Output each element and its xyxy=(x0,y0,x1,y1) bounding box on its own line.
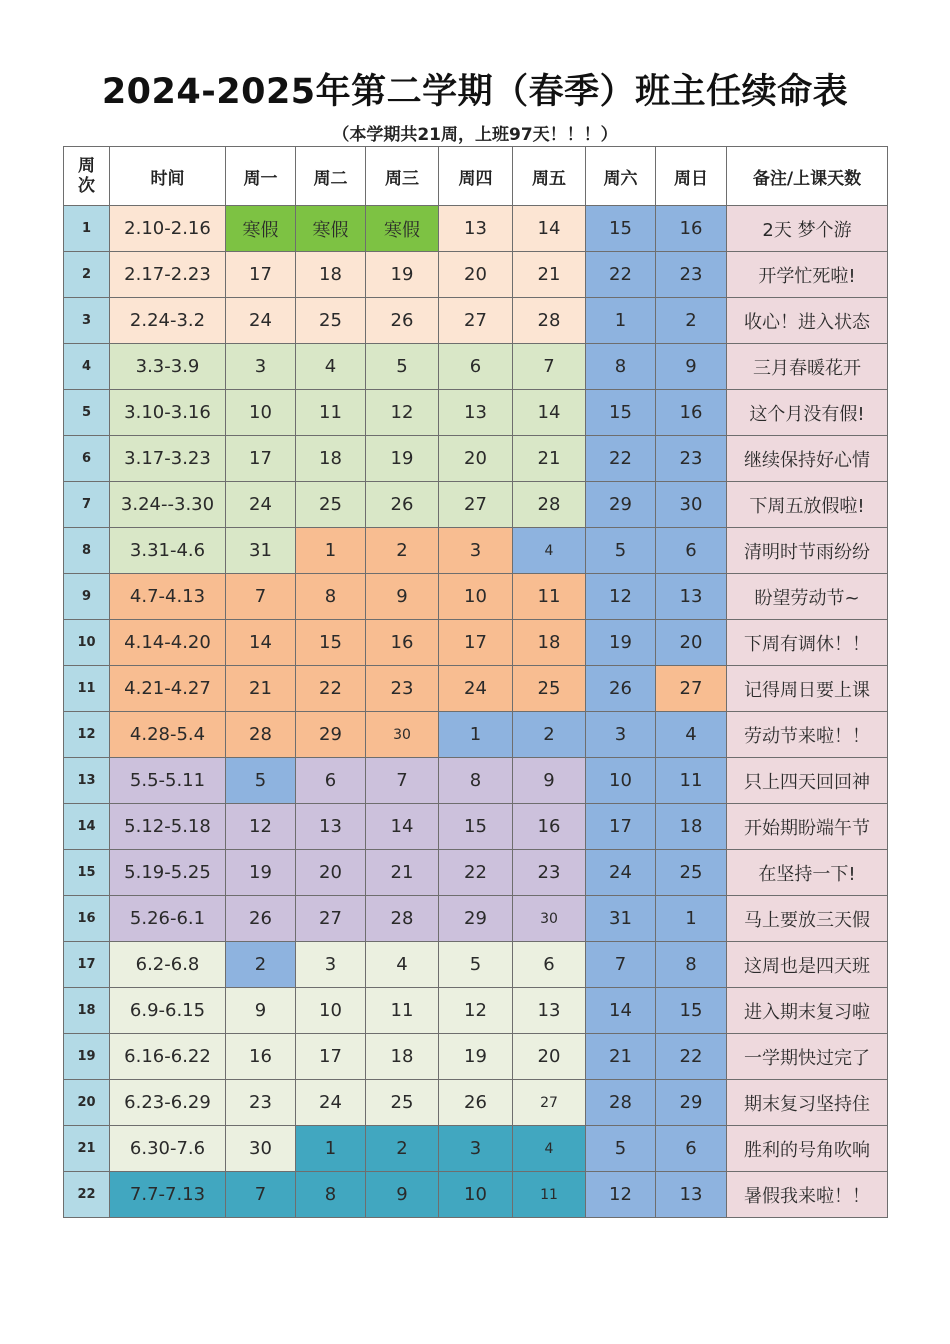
note-cell: 胜利的号角吹响 xyxy=(727,1126,888,1172)
day-cell-mon: 28 xyxy=(226,712,296,758)
day-cell-tue: 20 xyxy=(296,850,366,896)
day-cell-thu: 20 xyxy=(439,436,513,482)
date-range-cell: 6.9-6.15 xyxy=(110,988,226,1034)
week-number-cell: 12 xyxy=(64,712,110,758)
day-cell-sat: 8 xyxy=(586,344,656,390)
table-row xyxy=(64,206,888,252)
week-number-cell: 1 xyxy=(64,206,110,252)
day-cell-fri: 25 xyxy=(513,666,586,712)
day-cell-sun: 23 xyxy=(656,252,727,298)
day-cell-fri: 20 xyxy=(513,1034,586,1080)
week-number-cell: 13 xyxy=(64,758,110,804)
date-range-cell: 5.26-6.1 xyxy=(110,896,226,942)
week-number-cell: 17 xyxy=(64,942,110,988)
day-cell-mon: 2 xyxy=(226,942,296,988)
date-range-cell: 6.30-7.6 xyxy=(110,1126,226,1172)
header-week xyxy=(64,147,110,206)
day-cell-tue: 1 xyxy=(296,528,366,574)
note-cell: 开学忙死啦! xyxy=(727,252,888,298)
day-cell-thu: 10 xyxy=(439,1172,513,1218)
day-cell-wed: 16 xyxy=(366,620,439,666)
day-cell-fri: 4 xyxy=(513,528,586,574)
day-cell-tue: 4 xyxy=(296,344,366,390)
day-cell-tue: 27 xyxy=(296,896,366,942)
day-cell-tue: 8 xyxy=(296,574,366,620)
table-row xyxy=(64,528,888,574)
day-cell-sat: 5 xyxy=(586,1126,656,1172)
day-cell-sat: 21 xyxy=(586,1034,656,1080)
table-row xyxy=(64,1126,888,1172)
day-cell-mon: 31 xyxy=(226,528,296,574)
day-cell-thu: 17 xyxy=(439,620,513,666)
date-range-cell: 7.7-7.13 xyxy=(110,1172,226,1218)
schedule-table xyxy=(63,146,888,1218)
day-cell-fri: 21 xyxy=(513,436,586,482)
day-cell-fri: 14 xyxy=(513,390,586,436)
header-row xyxy=(64,147,888,206)
header-sat: 周六 xyxy=(586,147,656,206)
day-cell-sun: 8 xyxy=(656,942,727,988)
day-cell-sun: 13 xyxy=(656,574,727,620)
date-range-cell: 3.17-3.23 xyxy=(110,436,226,482)
header-notes: 备注/上课天数 xyxy=(727,147,888,206)
week-number-cell: 6 xyxy=(64,436,110,482)
note-cell: 三月春暖花开 xyxy=(727,344,888,390)
week-number-cell: 22 xyxy=(64,1172,110,1218)
table-row xyxy=(64,1080,888,1126)
day-cell-wed: 寒假 xyxy=(366,206,439,252)
table-row xyxy=(64,942,888,988)
table-row xyxy=(64,620,888,666)
date-range-cell: 4.28-5.4 xyxy=(110,712,226,758)
week-number-cell: 7 xyxy=(64,482,110,528)
note-cell: 只上四天回回神 xyxy=(727,758,888,804)
week-number-cell: 16 xyxy=(64,896,110,942)
table-row xyxy=(64,988,888,1034)
day-cell-fri: 30 xyxy=(513,896,586,942)
date-range-cell: 2.10-2.16 xyxy=(110,206,226,252)
table-row xyxy=(64,804,888,850)
day-cell-mon: 寒假 xyxy=(226,206,296,252)
day-cell-wed: 19 xyxy=(366,436,439,482)
table-row xyxy=(64,666,888,712)
day-cell-fri: 13 xyxy=(513,988,586,1034)
date-range-cell: 6.2-6.8 xyxy=(110,942,226,988)
day-cell-tue: 24 xyxy=(296,1080,366,1126)
day-cell-wed: 14 xyxy=(366,804,439,850)
day-cell-fri: 16 xyxy=(513,804,586,850)
day-cell-sun: 4 xyxy=(656,712,727,758)
day-cell-wed: 5 xyxy=(366,344,439,390)
note-cell: 这周也是四天班 xyxy=(727,942,888,988)
day-cell-sun: 23 xyxy=(656,436,727,482)
day-cell-wed: 19 xyxy=(366,252,439,298)
date-range-cell: 3.3-3.9 xyxy=(110,344,226,390)
day-cell-tue: 22 xyxy=(296,666,366,712)
table-row xyxy=(64,712,888,758)
day-cell-mon: 9 xyxy=(226,988,296,1034)
day-cell-fri: 4 xyxy=(513,1126,586,1172)
header-fri: 周五 xyxy=(513,147,586,206)
day-cell-thu: 26 xyxy=(439,1080,513,1126)
note-cell: 继续保持好心情 xyxy=(727,436,888,482)
week-number-cell: 10 xyxy=(64,620,110,666)
page-title: 2024-2025年第二学期（春季）班主任续命表 xyxy=(101,72,849,112)
day-cell-tue: 8 xyxy=(296,1172,366,1218)
note-cell: 进入期末复习啦 xyxy=(727,988,888,1034)
day-cell-mon: 17 xyxy=(226,436,296,482)
week-number-cell: 20 xyxy=(64,1080,110,1126)
day-cell-sun: 16 xyxy=(656,206,727,252)
day-cell-thu: 3 xyxy=(439,528,513,574)
day-cell-thu: 19 xyxy=(439,1034,513,1080)
day-cell-sat: 26 xyxy=(586,666,656,712)
table-row xyxy=(64,390,888,436)
day-cell-sun: 18 xyxy=(656,804,727,850)
week-number-cell: 2 xyxy=(64,252,110,298)
table-row xyxy=(64,758,888,804)
day-cell-tue: 17 xyxy=(296,1034,366,1080)
day-cell-thu: 12 xyxy=(439,988,513,1034)
day-cell-thu: 15 xyxy=(439,804,513,850)
day-cell-mon: 21 xyxy=(226,666,296,712)
note-cell: 清明时节雨纷纷 xyxy=(727,528,888,574)
day-cell-wed: 9 xyxy=(366,1172,439,1218)
date-range-cell: 2.24-3.2 xyxy=(110,298,226,344)
table-row xyxy=(64,850,888,896)
day-cell-fri: 18 xyxy=(513,620,586,666)
week-number-cell: 4 xyxy=(64,344,110,390)
date-range-cell: 3.10-3.16 xyxy=(110,390,226,436)
date-range-cell: 2.17-2.23 xyxy=(110,252,226,298)
day-cell-mon: 12 xyxy=(226,804,296,850)
note-cell: 劳动节来啦！！ xyxy=(727,712,888,758)
day-cell-sun: 27 xyxy=(656,666,727,712)
day-cell-sun: 6 xyxy=(656,528,727,574)
schedule-body xyxy=(64,206,888,1218)
date-range-cell: 5.12-5.18 xyxy=(110,804,226,850)
day-cell-tue: 6 xyxy=(296,758,366,804)
day-cell-wed: 25 xyxy=(366,1080,439,1126)
table-row xyxy=(64,436,888,482)
day-cell-sun: 25 xyxy=(656,850,727,896)
day-cell-tue: 3 xyxy=(296,942,366,988)
week-number-cell: 5 xyxy=(64,390,110,436)
day-cell-sat: 19 xyxy=(586,620,656,666)
table-row xyxy=(64,1172,888,1218)
day-cell-fri: 27 xyxy=(513,1080,586,1126)
day-cell-wed: 21 xyxy=(366,850,439,896)
day-cell-mon: 14 xyxy=(226,620,296,666)
day-cell-wed: 2 xyxy=(366,1126,439,1172)
day-cell-sun: 20 xyxy=(656,620,727,666)
week-number-cell: 3 xyxy=(64,298,110,344)
day-cell-wed: 7 xyxy=(366,758,439,804)
day-cell-wed: 30 xyxy=(366,712,439,758)
header-sun: 周日 xyxy=(656,147,727,206)
week-number-cell: 8 xyxy=(64,528,110,574)
day-cell-tue: 29 xyxy=(296,712,366,758)
day-cell-fri: 7 xyxy=(513,344,586,390)
day-cell-mon: 24 xyxy=(226,298,296,344)
day-cell-sat: 14 xyxy=(586,988,656,1034)
day-cell-sun: 1 xyxy=(656,896,727,942)
header-week-line1: 周 xyxy=(78,156,95,176)
day-cell-sat: 15 xyxy=(586,206,656,252)
note-cell: 下周五放假啦! xyxy=(727,482,888,528)
day-cell-mon: 19 xyxy=(226,850,296,896)
day-cell-fri: 11 xyxy=(513,574,586,620)
day-cell-sun: 2 xyxy=(656,298,727,344)
day-cell-tue: 25 xyxy=(296,298,366,344)
day-cell-wed: 11 xyxy=(366,988,439,1034)
day-cell-sun: 29 xyxy=(656,1080,727,1126)
day-cell-mon: 16 xyxy=(226,1034,296,1080)
day-cell-sun: 13 xyxy=(656,1172,727,1218)
day-cell-thu: 22 xyxy=(439,850,513,896)
day-cell-sat: 15 xyxy=(586,390,656,436)
header-week-line2: 次 xyxy=(78,176,95,196)
day-cell-thu: 10 xyxy=(439,574,513,620)
day-cell-thu: 5 xyxy=(439,942,513,988)
note-cell: 盼望劳动节~ xyxy=(727,574,888,620)
day-cell-mon: 3 xyxy=(226,344,296,390)
day-cell-mon: 24 xyxy=(226,482,296,528)
week-number-cell: 19 xyxy=(64,1034,110,1080)
day-cell-thu: 27 xyxy=(439,298,513,344)
note-cell: 马上要放三天假 xyxy=(727,896,888,942)
day-cell-mon: 23 xyxy=(226,1080,296,1126)
day-cell-tue: 25 xyxy=(296,482,366,528)
date-range-cell: 4.14-4.20 xyxy=(110,620,226,666)
header-tue: 周二 xyxy=(296,147,366,206)
day-cell-tue: 1 xyxy=(296,1126,366,1172)
day-cell-thu: 27 xyxy=(439,482,513,528)
day-cell-tue: 18 xyxy=(296,252,366,298)
day-cell-thu: 6 xyxy=(439,344,513,390)
note-cell: 下周有调休！！ xyxy=(727,620,888,666)
day-cell-sat: 1 xyxy=(586,298,656,344)
day-cell-sun: 30 xyxy=(656,482,727,528)
day-cell-sat: 7 xyxy=(586,942,656,988)
day-cell-thu: 20 xyxy=(439,252,513,298)
note-cell: 期末复习坚持住 xyxy=(727,1080,888,1126)
day-cell-thu: 13 xyxy=(439,390,513,436)
day-cell-fri: 28 xyxy=(513,298,586,344)
date-range-cell: 3.31-4.6 xyxy=(110,528,226,574)
note-cell: 开始期盼端午节 xyxy=(727,804,888,850)
day-cell-wed: 18 xyxy=(366,1034,439,1080)
day-cell-sun: 22 xyxy=(656,1034,727,1080)
day-cell-thu: 24 xyxy=(439,666,513,712)
day-cell-wed: 12 xyxy=(366,390,439,436)
day-cell-sun: 9 xyxy=(656,344,727,390)
week-number-cell: 15 xyxy=(64,850,110,896)
day-cell-sat: 12 xyxy=(586,1172,656,1218)
week-number-cell: 18 xyxy=(64,988,110,1034)
day-cell-mon: 17 xyxy=(226,252,296,298)
day-cell-tue: 18 xyxy=(296,436,366,482)
header-thu: 周四 xyxy=(439,147,513,206)
date-range-cell: 3.24--3.30 xyxy=(110,482,226,528)
day-cell-wed: 23 xyxy=(366,666,439,712)
day-cell-sun: 15 xyxy=(656,988,727,1034)
table-row xyxy=(64,482,888,528)
day-cell-fri: 28 xyxy=(513,482,586,528)
day-cell-wed: 2 xyxy=(366,528,439,574)
note-cell: 暑假我来啦！！ xyxy=(727,1172,888,1218)
day-cell-fri: 2 xyxy=(513,712,586,758)
note-cell: 收心！进入状态 xyxy=(727,298,888,344)
day-cell-sat: 17 xyxy=(586,804,656,850)
table-row xyxy=(64,252,888,298)
day-cell-mon: 10 xyxy=(226,390,296,436)
day-cell-fri: 11 xyxy=(513,1172,586,1218)
day-cell-thu: 13 xyxy=(439,206,513,252)
note-cell: 一学期快过完了 xyxy=(727,1034,888,1080)
day-cell-mon: 26 xyxy=(226,896,296,942)
day-cell-sat: 22 xyxy=(586,252,656,298)
day-cell-sat: 24 xyxy=(586,850,656,896)
header-mon: 周一 xyxy=(226,147,296,206)
day-cell-tue: 寒假 xyxy=(296,206,366,252)
page-subtitle: （本学期共21周，上班97天！！！） xyxy=(332,125,618,145)
note-cell: 这个月没有假! xyxy=(727,390,888,436)
day-cell-sun: 6 xyxy=(656,1126,727,1172)
week-number-cell: 21 xyxy=(64,1126,110,1172)
day-cell-sat: 31 xyxy=(586,896,656,942)
day-cell-fri: 23 xyxy=(513,850,586,896)
day-cell-mon: 30 xyxy=(226,1126,296,1172)
date-range-cell: 4.21-4.27 xyxy=(110,666,226,712)
week-number-cell: 14 xyxy=(64,804,110,850)
date-range-cell: 6.16-6.22 xyxy=(110,1034,226,1080)
day-cell-sat: 12 xyxy=(586,574,656,620)
day-cell-wed: 26 xyxy=(366,482,439,528)
day-cell-tue: 13 xyxy=(296,804,366,850)
table-row xyxy=(64,344,888,390)
day-cell-thu: 29 xyxy=(439,896,513,942)
day-cell-tue: 10 xyxy=(296,988,366,1034)
day-cell-mon: 5 xyxy=(226,758,296,804)
day-cell-tue: 11 xyxy=(296,390,366,436)
day-cell-thu: 3 xyxy=(439,1126,513,1172)
table-row xyxy=(64,298,888,344)
date-range-cell: 6.23-6.29 xyxy=(110,1080,226,1126)
day-cell-wed: 28 xyxy=(366,896,439,942)
day-cell-wed: 26 xyxy=(366,298,439,344)
date-range-cell: 5.19-5.25 xyxy=(110,850,226,896)
date-range-cell: 4.7-4.13 xyxy=(110,574,226,620)
day-cell-mon: 7 xyxy=(226,574,296,620)
note-cell: 在坚持一下! xyxy=(727,850,888,896)
day-cell-sat: 22 xyxy=(586,436,656,482)
table-row xyxy=(64,1034,888,1080)
day-cell-mon: 7 xyxy=(226,1172,296,1218)
day-cell-sat: 28 xyxy=(586,1080,656,1126)
week-number-cell: 9 xyxy=(64,574,110,620)
day-cell-wed: 9 xyxy=(366,574,439,620)
week-number-cell: 11 xyxy=(64,666,110,712)
note-cell: 记得周日要上课 xyxy=(727,666,888,712)
day-cell-sun: 11 xyxy=(656,758,727,804)
note-cell: 2天 梦个游 xyxy=(727,206,888,252)
day-cell-fri: 6 xyxy=(513,942,586,988)
day-cell-fri: 21 xyxy=(513,252,586,298)
day-cell-sun: 16 xyxy=(656,390,727,436)
day-cell-fri: 9 xyxy=(513,758,586,804)
date-range-cell: 5.5-5.11 xyxy=(110,758,226,804)
day-cell-fri: 14 xyxy=(513,206,586,252)
day-cell-thu: 8 xyxy=(439,758,513,804)
day-cell-sat: 10 xyxy=(586,758,656,804)
day-cell-wed: 4 xyxy=(366,942,439,988)
day-cell-sat: 29 xyxy=(586,482,656,528)
header-wed: 周三 xyxy=(366,147,439,206)
day-cell-tue: 15 xyxy=(296,620,366,666)
day-cell-sat: 3 xyxy=(586,712,656,758)
header-time: 时间 xyxy=(110,147,226,206)
day-cell-sat: 5 xyxy=(586,528,656,574)
day-cell-thu: 1 xyxy=(439,712,513,758)
table-row xyxy=(64,574,888,620)
table-row xyxy=(64,896,888,942)
